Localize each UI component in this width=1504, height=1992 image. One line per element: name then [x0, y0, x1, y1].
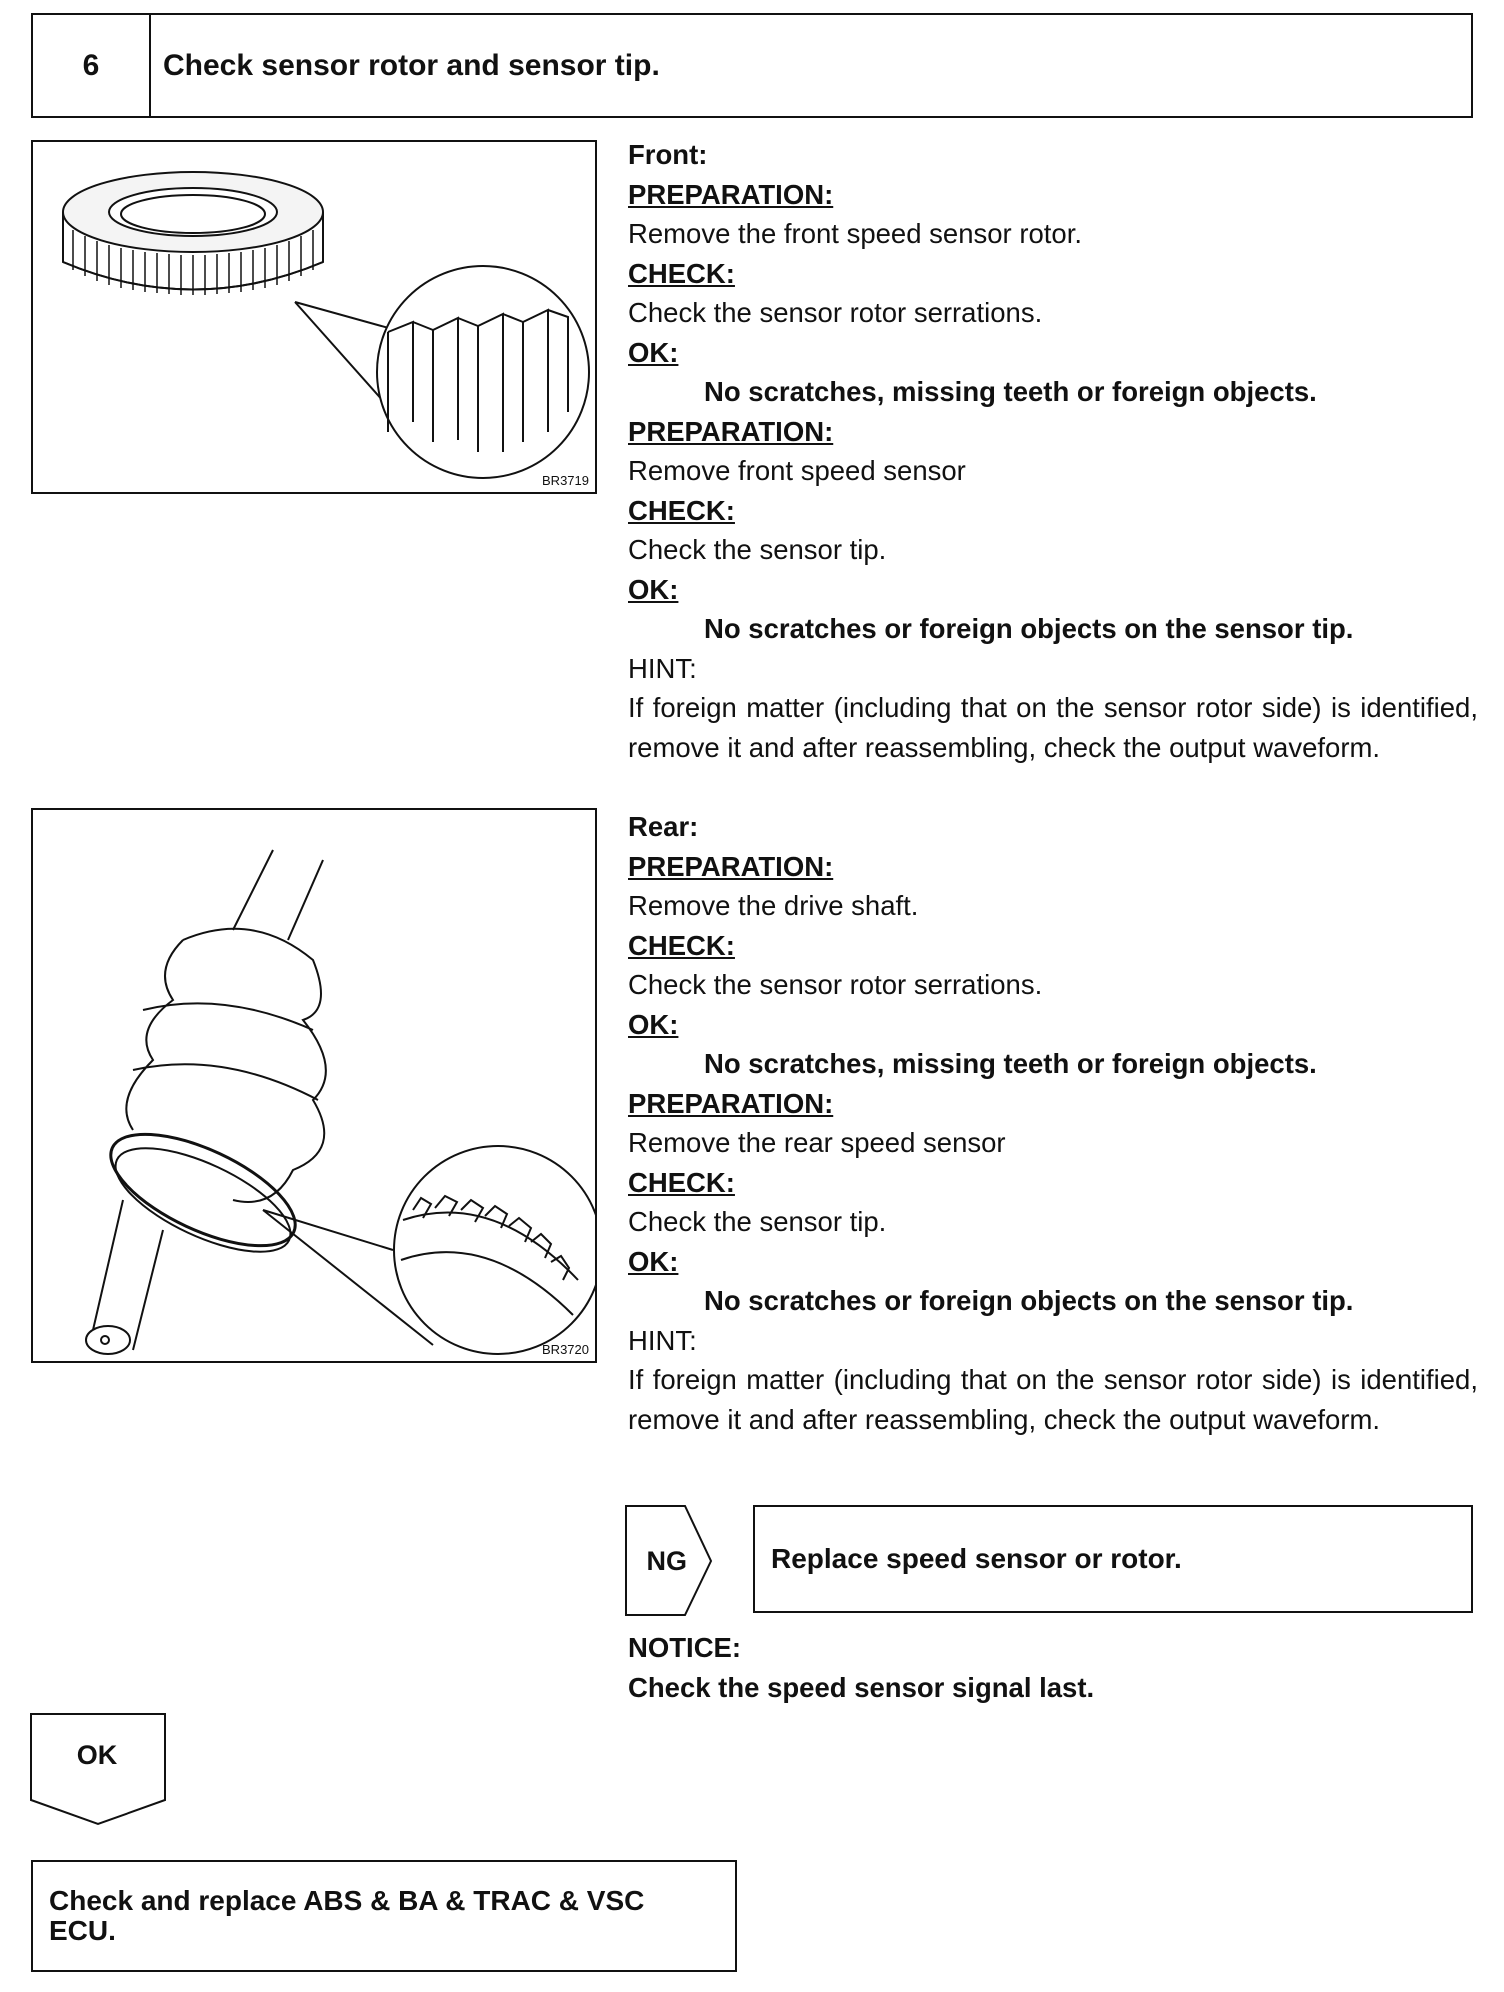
- rear-procedure: [628, 807, 1478, 1439]
- front-heading: Front:: [628, 139, 708, 170]
- rear-prep1-label: PREPARATION:: [628, 850, 834, 882]
- rear-prep1-text: Remove the drive shaft.: [628, 890, 919, 921]
- front-check1-label: CHECK:: [628, 257, 735, 289]
- rear-prep2-label: PREPARATION:: [628, 1087, 834, 1119]
- rear-check2-text: Check the sensor tip.: [628, 1206, 887, 1237]
- step-number: 6: [33, 15, 151, 116]
- rear-ok2-label: OK:: [628, 1245, 679, 1277]
- front-ok2-label: OK:: [628, 573, 679, 605]
- rear-ok2-text: No scratches or foreign objects on the sensor tip.: [704, 1285, 1354, 1316]
- front-check2-label: CHECK:: [628, 494, 735, 526]
- front-ok2-text: No scratches or foreign objects on the sensor tip.: [704, 613, 1354, 644]
- front-check1-text: Check the sensor rotor serrations.: [628, 297, 1043, 328]
- front-ok1-text: No scratches, missing teeth or foreign objects.: [704, 376, 1317, 407]
- notice-text: Check the speed sensor signal last.: [628, 1672, 1095, 1703]
- rear-ok1-label: OK:: [628, 1008, 679, 1040]
- rear-check1-label: CHECK:: [628, 929, 735, 961]
- front-ok1-label: OK:: [628, 336, 679, 368]
- sensor-rotor-gear-illustration: [33, 142, 595, 492]
- ok-action-text: Check and replace ABS & BA & TRAC & VSC ECU.: [49, 1885, 645, 1946]
- rear-check2-label: CHECK:: [628, 1166, 735, 1198]
- rear-hint-text: If foreign matter (including that on the sensor rotor side) is identified, remove it and after reassembling, check the output waveform.: [628, 1364, 1478, 1435]
- front-procedure: [628, 135, 1478, 767]
- rear-hint-label: HINT:: [628, 1324, 697, 1356]
- front-rotor-figure: [31, 140, 597, 494]
- figure-code-front: BR3719: [542, 473, 589, 488]
- front-prep1-label: PREPARATION:: [628, 178, 834, 210]
- front-check2-text: Check the sensor tip.: [628, 534, 887, 565]
- rear-rotor-figure: [31, 808, 597, 1363]
- drive-shaft-rotor-illustration: [33, 810, 595, 1361]
- ok-label: OK: [76, 1739, 118, 1770]
- ng-action-box: [753, 1505, 1473, 1613]
- figure-code-rear: BR3720: [542, 1342, 589, 1357]
- front-prep2-text: Remove front speed sensor: [628, 455, 966, 486]
- rear-heading: Rear:: [628, 811, 699, 842]
- rear-check1-text: Check the sensor rotor serrations.: [628, 969, 1043, 1000]
- front-hint-text: If foreign matter (including that on the sensor rotor side) is identified, remove it and after reassembling, check the output waveform.: [628, 692, 1478, 763]
- ok-action-box: [31, 1860, 737, 1972]
- step-title: Check sensor rotor and sensor tip.: [163, 48, 660, 82]
- rear-ok1-text: No scratches, missing teeth or foreign objects.: [704, 1048, 1317, 1079]
- step-header: [31, 13, 1473, 118]
- notice-label: NOTICE:: [628, 1632, 742, 1663]
- ng-label: NG: [646, 1545, 687, 1576]
- rear-prep2-text: Remove the rear speed sensor: [628, 1127, 1006, 1158]
- ng-action-text: Replace speed sensor or rotor.: [771, 1543, 1182, 1574]
- front-prep1-text: Remove the front speed sensor rotor.: [628, 218, 1082, 249]
- front-hint-label: HINT:: [628, 652, 697, 684]
- front-prep2-label: PREPARATION:: [628, 415, 834, 447]
